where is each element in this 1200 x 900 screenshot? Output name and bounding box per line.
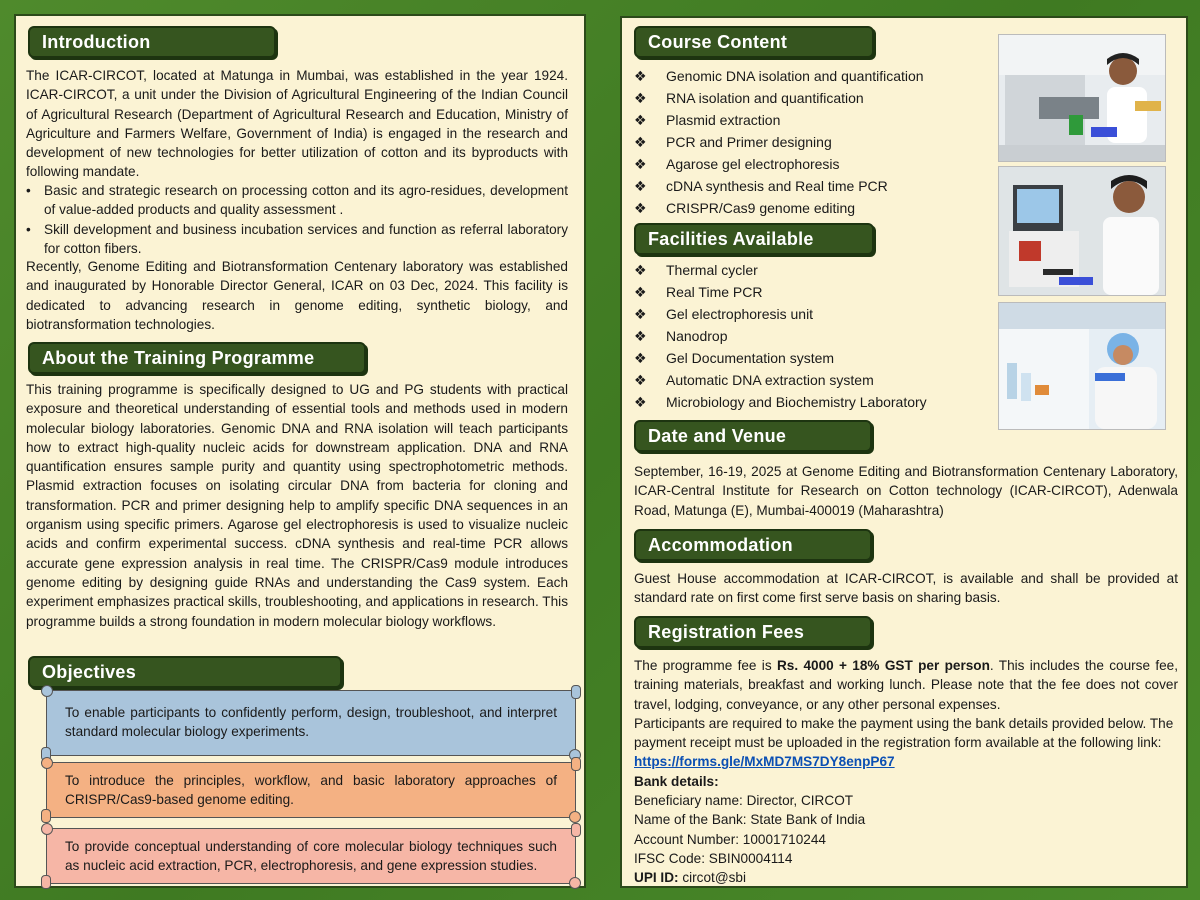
bank-details-heading: Bank details:: [634, 773, 719, 789]
centenary-lab-paragraph: Recently, Genome Editing and Biotransformation Centenary laboratory was established and inaugurated by Honorable Director General, ICAR on 03 Dec, 2024. This facility is dedicated to advancing research in genome editing, synthetic biology, and biotransformation technologies.: [26, 259, 568, 332]
objectives-header: [28, 656, 342, 688]
objective-text: To introduce the principles, workflow, and basic laboratory approaches of CRISPR/Cas9-based genome editing.: [65, 773, 557, 807]
upi-id: UPI ID: circot@sbi: [634, 870, 746, 886]
payment-paragraph: Participants are required to make the payment using the bank details provided below. The payment receipt must be uploaded in the registration form available at the following link: https://forms.gle/MxMD7MS7DY8enpP67: [634, 715, 1174, 770]
fee-amount: Rs. 4000 + 18% GST per person: [776, 658, 990, 673]
lab-photo-2: [998, 166, 1166, 296]
accommodation-header: [634, 529, 872, 561]
account-number: Account Number: 10001710244: [634, 831, 826, 847]
left-panel: [14, 14, 586, 888]
right-panel: [620, 16, 1188, 888]
facilities-header: [634, 223, 874, 255]
introduction-paragraph: The ICAR-CIRCOT, located at Matunga in Mumbai, was established in the year 1924. ICAR-CIRCOT, a unit under the Division of Agricultural Engineering of the Indian Council of Agricultural Research (Department of Agricultural Research and Education, Ministry of Agriculture and Farmers Welfare, Government of India) is engaged in the research and development of new technologies for better utilization of cotton and its byproducts with following mandate.: [26, 68, 568, 180]
diamond-bullet-icon: ❖: [634, 200, 647, 216]
introduction-title: Introduction: [42, 32, 151, 52]
objective-text: To enable participants to confidently perform, design, troubleshoot, and interpret standard molecular biology experiments.: [65, 705, 557, 739]
scroll-curl: [569, 811, 581, 823]
diamond-bullet-icon: ❖: [634, 134, 647, 150]
registration-form-link[interactable]: https://forms.gle/MxMD7MS7DY8enpP67: [634, 754, 895, 770]
diamond-bullet-icon: ❖: [634, 262, 647, 278]
about-paragraph: This training programme is specifically designed to UG and PG students with practical exposure and theoretical understanding of essential tools and methods used in modern molecular biology laboratories. Genomic DNA and RNA isolation will teach participants how to extract high-quality nucleic acids for downstream application. DNA and RNA quantification ensures sample purity and quantity using spectrophotometric methods. Plasmid extraction focuses on isolating circular DNA from bacteria for cloning and transformation. PCR and primer designing help to amplify specific DNA sequences in an organism using specific primers. Agarose gel electrophoresis is used to visualize nucleic acids and confirm experimental success. cDNA synthesis and real-time PCR allows accurate gene expression analysis in real time. The CRISPR/Cas9 module introduces genome editing by designing guide RNAs and understanding the Cas9 system. Each experiment emphasizes practical skills, troubleshooting, and applications in research. This programme builds a strong foundation in modern molecular biology workflows.: [26, 382, 568, 629]
scroll-curl: [571, 685, 581, 699]
facility-item: ❖ Nanodrop: [632, 325, 992, 347]
diamond-bullet-icon: ❖: [634, 90, 647, 106]
ifsc-code: IFSC Code: SBIN0004114: [634, 850, 793, 866]
accommodation-title: Accommodation: [648, 535, 793, 555]
registration-body: [634, 656, 1178, 888]
diamond-bullet-icon: ❖: [634, 284, 647, 300]
scroll-curl: [41, 757, 53, 769]
accommodation-text: Guest House accommodation at ICAR-CIRCOT, is available and shall be provided at standard rate on first come first serve basis on sharing basis.: [634, 571, 1178, 606]
facility-item: ❖ Thermal cycler: [632, 259, 992, 281]
scroll-curl: [571, 757, 581, 771]
diamond-bullet-icon: ❖: [634, 372, 647, 388]
facility-item: ❖ Gel Documentation system: [632, 347, 992, 369]
diamond-bullet-icon: ❖: [634, 68, 647, 84]
scroll-curl: [41, 823, 53, 835]
scroll-curl: [41, 875, 51, 889]
objectives-title: Objectives: [42, 662, 137, 682]
diamond-bullet-icon: ❖: [634, 394, 647, 410]
lab-photo-1: [998, 34, 1166, 162]
diamond-bullet-icon: ❖: [634, 306, 647, 322]
date-venue-text: September, 16-19, 2025 at Genome Editing and Biotransformation Centenary Laboratory, ICAR-Central Institute for Research on Cotton technology (ICAR-CIRCOT), Adenwala Road, Matunga (E), Mumbai-400019 (Maharashtra): [634, 464, 1178, 518]
registration-header: [634, 616, 872, 648]
beneficiary-name: Beneficiary name: Director, CIRCOT: [634, 793, 854, 809]
course-item: ❖ cDNA synthesis and Real time PCR: [632, 175, 992, 197]
facility-item: ❖ Real Time PCR: [632, 281, 992, 303]
facilities-list: [632, 259, 992, 413]
objective-text: To provide conceptual understanding of core molecular biology techniques such as nucleic acid extraction, PCR, electrophoresis, and gene expression studies.: [65, 839, 557, 873]
registration-title: Registration Fees: [648, 622, 805, 642]
bank-name: Name of the Bank: State Bank of India: [634, 812, 866, 828]
date-venue-title: Date and Venue: [648, 426, 787, 446]
diamond-bullet-icon: ❖: [634, 178, 647, 194]
mandate-item: • Basic and strategic research on processing cotton and its agro-residues, development of value-added products and quality assessment .: [26, 181, 568, 220]
course-item: ❖ CRISPR/Cas9 genome editing: [632, 197, 992, 219]
date-venue-header: [634, 420, 872, 452]
course-item: ❖ Plasmid extraction: [632, 109, 992, 131]
fee-paragraph: The programme fee is Rs. 4000 + 18% GST per person. This includes the course fee, training materials, breakfast and working lunch. Please note that the fee does not cover travel, lodging, conveyance, or any other personal expenses.: [634, 658, 1179, 712]
about-header: [28, 342, 366, 374]
diamond-bullet-icon: ❖: [634, 328, 647, 344]
facility-item: ❖ Microbiology and Biochemistry Laboratory: [632, 391, 992, 413]
scroll-curl: [571, 823, 581, 837]
scroll-curl: [41, 685, 53, 697]
course-content-list: [632, 65, 992, 219]
course-item: ❖ Agarose gel electrophoresis: [632, 153, 992, 175]
facilities-title: Facilities Available: [648, 229, 814, 249]
lab-photo-3: [998, 302, 1166, 430]
course-item: ❖ PCR and Primer designing: [632, 131, 992, 153]
course-item: ❖ RNA isolation and quantification: [632, 87, 992, 109]
diamond-bullet-icon: ❖: [634, 112, 647, 128]
diamond-bullet-icon: ❖: [634, 156, 647, 172]
objective-card: [46, 762, 576, 818]
facility-item: ❖ Gel electrophoresis unit: [632, 303, 992, 325]
course-content-header: [634, 26, 874, 58]
facility-item: ❖ Automatic DNA extraction system: [632, 369, 992, 391]
scroll-curl: [569, 877, 581, 889]
scroll-curl: [41, 809, 51, 823]
mandate-list: [26, 181, 568, 258]
introduction-header: [28, 26, 276, 58]
course-content-title: Course Content: [648, 32, 788, 52]
course-item: ❖ Genomic DNA isolation and quantification: [632, 65, 992, 87]
objective-card: [46, 828, 576, 884]
diamond-bullet-icon: ❖: [634, 350, 647, 366]
objective-card: [46, 690, 576, 756]
about-title: About the Training Programme: [42, 348, 315, 368]
mandate-item: • Skill development and business incubation services and function as referral laboratory for cotton fibers.: [26, 220, 568, 259]
